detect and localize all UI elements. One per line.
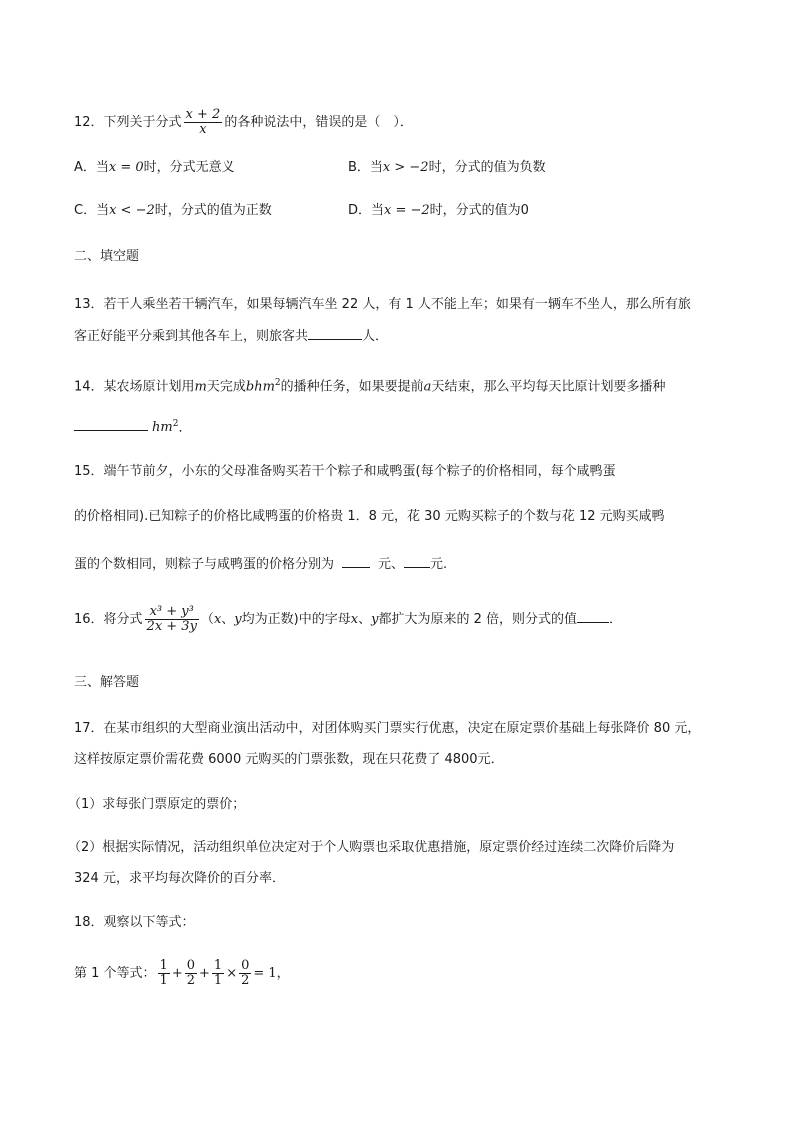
q12-option-b — [348, 159, 546, 177]
option-a-math: x = 0 — [108, 160, 144, 175]
option-d-math: x = −2 — [384, 203, 430, 218]
q15-line2: 的价格相同).已知粽子的价格比咸鸭蛋的价格贵 1．8 元，花 30 元购买粽子的个数与花 12 元购买咸鸭 — [74, 509, 665, 524]
option-c-label: C．当 — [74, 203, 110, 218]
q12-frac-den: x — [199, 122, 207, 137]
q15-answer-blank-2[interactable] — [404, 554, 430, 568]
q17-part1: （1）求每张门票原定的票价； — [68, 797, 246, 812]
q16-frac-den: 2x + 3y — [146, 619, 197, 634]
q17-part2-line1: （2）根据实际情况，活动组织单位决定对于个人购票也采取优惠措施，原定票价经过连续二次降价后降为 — [68, 840, 675, 855]
q12-stem-a: 12．下列关于分式 — [74, 115, 182, 130]
q12-fraction — [184, 108, 223, 137]
q14-unit: hm — [152, 420, 173, 436]
q17-line1: 17．在某市组织的大型商业演出活动中，对团体购买门票实行优惠，决定在原定票价基础上每张降价 80 元， — [74, 721, 701, 736]
times-sign: × — [226, 966, 238, 981]
q16-frac-num: x³ + y³ — [145, 605, 199, 620]
q16-text-b: （ — [200, 612, 214, 627]
option-c-math: x < −2 — [109, 203, 155, 218]
q16-text-e: 、 — [358, 612, 372, 627]
section-title-fill-in: 二、填空题 — [74, 249, 140, 264]
q15-unit-2: 元. — [430, 557, 448, 572]
option-a-label: A．当 — [74, 160, 109, 175]
q18-frac-3 — [212, 959, 224, 988]
option-a-text: 时，分式无意义 — [143, 160, 235, 175]
q14-text-a: 14．某农场原计划用 — [74, 379, 195, 395]
q14-text-b: 天完成 — [206, 379, 246, 395]
q14-end: ． — [178, 420, 192, 436]
q13-unit: 人． — [362, 329, 389, 344]
plus-sign: + — [199, 966, 210, 981]
q18-line1: 18．观察以下等式： — [74, 915, 195, 930]
q17-part2-line2: 324 元，求平均每次降价的百分率． — [74, 871, 285, 886]
q16-var-y: y — [234, 612, 242, 627]
q18-equation — [74, 957, 290, 991]
q17-line2: 这样按原定票价需花费 6000 元购买的门票张数，现在只花费了 4800元． — [74, 752, 504, 767]
q14-answer-blank[interactable] — [74, 417, 148, 431]
q16-end: ． — [609, 612, 623, 627]
q15-unit-1: 元、 — [378, 557, 405, 572]
q16-text-f: 都扩大为原来的 2 倍，则分式的值 — [378, 612, 577, 627]
option-d-text: 时，分式的值为0 — [429, 203, 529, 218]
q12-frac-num: x + 2 — [185, 107, 221, 122]
q15-line3 — [74, 554, 447, 574]
q14-line2 — [74, 415, 191, 437]
option-b-text: 时，分式的值为负数 — [428, 160, 546, 175]
q14-line1 — [74, 374, 665, 396]
q14-text-d: 天结束，那么平均每天比原计划要多播种 — [431, 379, 666, 395]
q14-var-a: a — [423, 379, 432, 395]
frac-num: 1 — [213, 958, 223, 973]
q16-text-c: 、 — [221, 612, 235, 627]
option-b-label: B．当 — [348, 160, 383, 175]
q16-text-d: 均为正数)中的字母 — [241, 612, 351, 627]
q12-option-a — [74, 159, 235, 177]
q13-line2 — [74, 326, 388, 346]
q12-option-c — [74, 202, 272, 220]
frac-den: 2 — [241, 973, 250, 988]
q16-var-x: x — [213, 612, 222, 627]
plus-sign: + — [171, 966, 183, 981]
q16-text-a: 16．将分式 — [74, 612, 143, 627]
q12-stem — [74, 108, 413, 137]
frac-num: 0 — [186, 958, 196, 973]
q15-answer-blank-1[interactable] — [342, 554, 370, 568]
equals-one: = 1， — [253, 966, 290, 981]
q18-eq-label: 第 1 个等式： — [74, 966, 156, 981]
option-b-math: x > −2 — [382, 160, 429, 175]
frac-den: 1 — [213, 973, 223, 988]
frac-num: 1 — [159, 958, 168, 973]
q14-var-bhm: bhm — [245, 379, 275, 395]
q14-text-c: 的播种任务，如果要提前 — [280, 379, 424, 395]
q18-frac-2 — [185, 959, 197, 988]
q18-frac-4 — [239, 959, 251, 988]
q14-var-m: m — [194, 379, 207, 395]
q12-option-d — [348, 202, 529, 220]
q16-line — [74, 605, 622, 634]
q15-text: 蛋的个数相同，则粽子与咸鸭蛋的价格分别为 — [74, 557, 335, 572]
frac-den: 1 — [159, 973, 168, 988]
q16-answer-blank[interactable] — [577, 609, 609, 623]
q16-var-y2: y — [371, 612, 379, 627]
q18-frac-1 — [158, 959, 170, 988]
q15-line1: 15．端午节前夕，小东的父母准备购买若干个粽子和咸鸭蛋(每个粽子的价格相同，每个咸鸭蛋 — [74, 464, 616, 479]
section-title-solve: 三、解答题 — [74, 675, 140, 690]
q13-text: 客正好能平分乘到其他各车上，则旅客共 — [74, 329, 309, 344]
q16-var-x2: x — [350, 612, 359, 627]
q16-fraction — [145, 605, 199, 634]
option-c-text: 时，分式的值为正数 — [154, 203, 272, 218]
frac-num: 0 — [241, 958, 250, 973]
q12-stem-b: 的各种说法中，错误的是（ ）． — [224, 115, 413, 130]
q14-sq: 2 — [274, 378, 281, 388]
option-d-label: D．当 — [348, 203, 385, 218]
q14-unit-sq: 2 — [172, 419, 179, 429]
q13-line1: 13．若干人乘坐若干辆汽车，如果每辆汽车坐 22 人，有 1 人不能上车；如果有一辆车不坐人，那么所有旅 — [74, 297, 691, 312]
frac-den: 2 — [186, 973, 196, 988]
q13-answer-blank[interactable] — [308, 326, 362, 340]
